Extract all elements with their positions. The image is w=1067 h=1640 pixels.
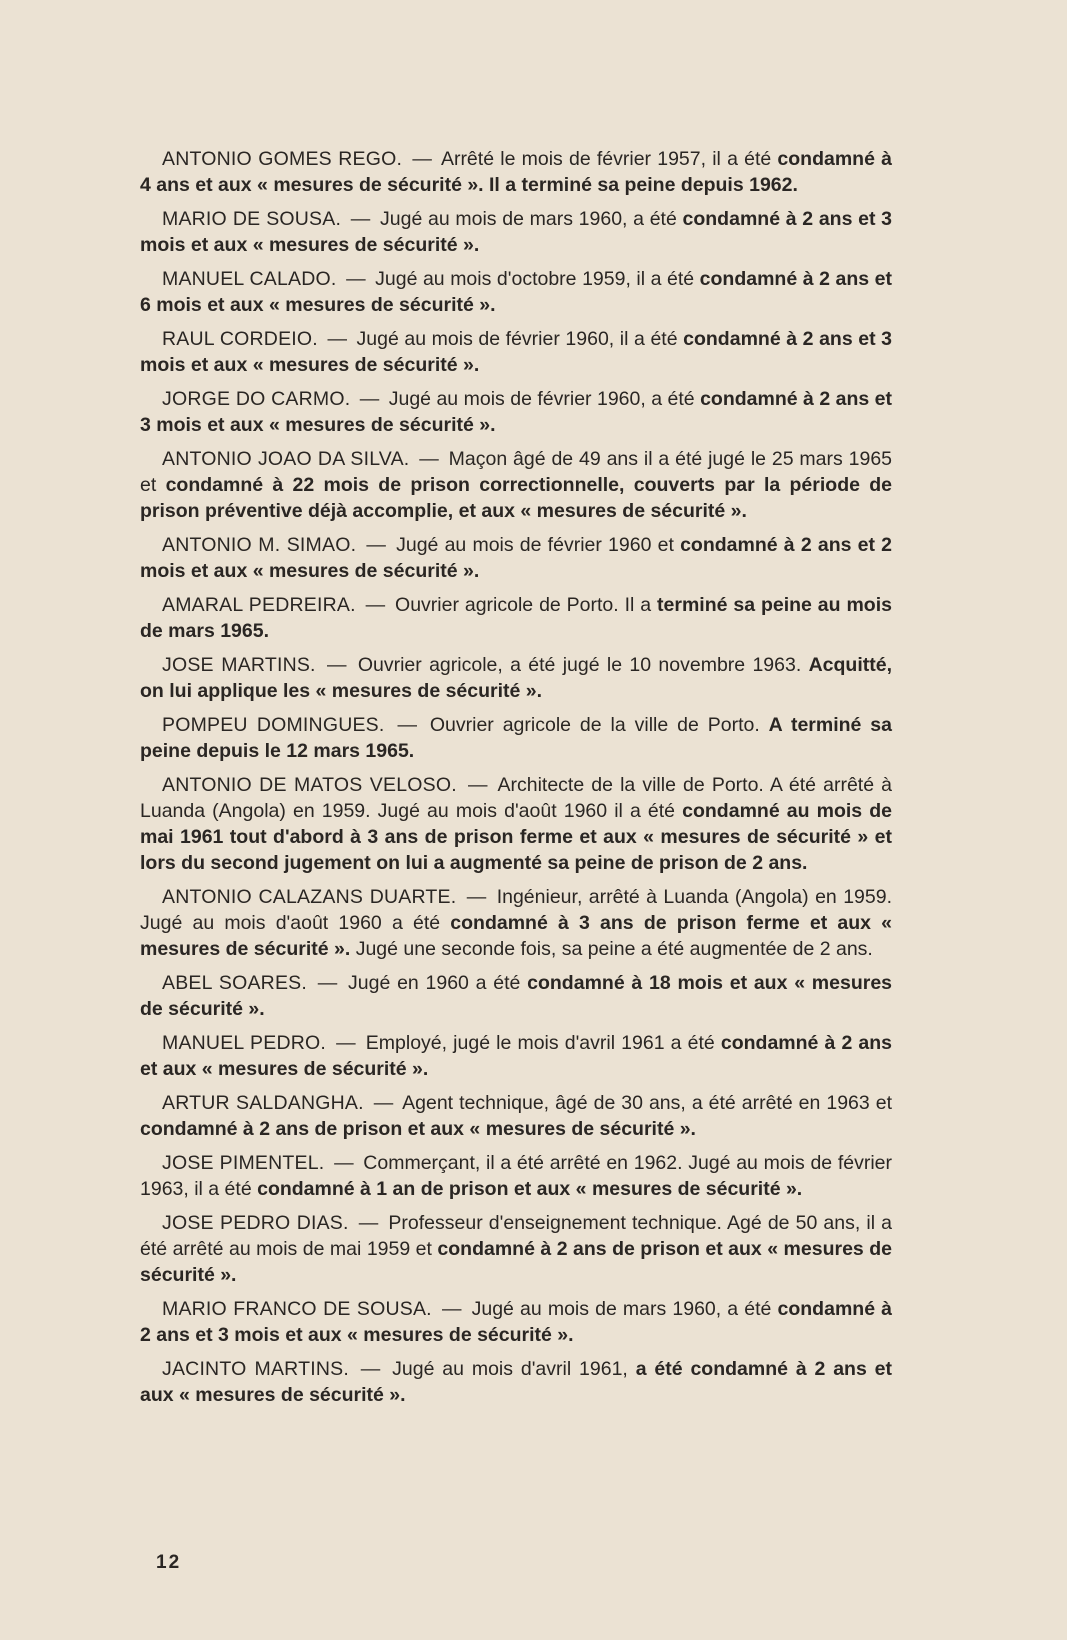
person-name: MARIO FRANCO DE SOUSA. xyxy=(162,1298,432,1320)
em-dash: — xyxy=(336,1032,356,1054)
entry-paragraph xyxy=(140,1296,892,1348)
sentence-text-bold: terminé sa peine au mois de mars 1965. xyxy=(140,594,892,642)
entry-paragraph xyxy=(140,1356,892,1408)
sentence-text-bold: condamné au mois de mai 1961 tout d'abord à 3 ans de prison ferme et aux « mesures de sécurité » et lors du second jugement on lui a augmenté sa peine de prison de 2 ans. xyxy=(140,800,892,874)
entry-paragraph xyxy=(140,206,892,258)
em-dash: — xyxy=(365,594,386,616)
entry-indent xyxy=(140,448,162,470)
entry-indent xyxy=(140,972,162,994)
person-name: ANTONIO GOMES REGO. xyxy=(162,148,403,170)
person-name: JOSE MARTINS. xyxy=(162,654,316,676)
entry-paragraph xyxy=(140,772,892,876)
person-name: ANTONIO CALAZANS DUARTE. xyxy=(162,886,457,908)
description-text: Commerçant, il a été arrêté en 1962. Jugé au mois de février 1963, il a été xyxy=(140,1152,893,1200)
description-text: Jugé au mois d'octobre 1959, il a été xyxy=(375,268,700,290)
sentence-text-bold: condamné à 18 mois et aux « mesures de sécurité ». xyxy=(140,972,893,1020)
entry-indent xyxy=(140,208,162,230)
description-text: Jugé au mois de mars 1960, a été xyxy=(471,1298,778,1320)
em-dash: — xyxy=(441,1298,462,1320)
entry-paragraph xyxy=(140,592,892,644)
em-dash: — xyxy=(366,534,386,556)
entry-indent xyxy=(140,1358,162,1380)
em-dash: — xyxy=(359,388,380,410)
description-text: Ouvrier agricole, a été jugé le 10 novembre 1963. xyxy=(357,654,809,676)
sentence-text-bold: a été condamné à 2 ans et aux « mesures de sécurité ». xyxy=(140,1358,893,1406)
person-name: ABEL SOARES. xyxy=(162,972,307,994)
entry-indent xyxy=(140,534,162,556)
entry-indent xyxy=(140,1092,162,1114)
description-text: Jugé au mois de février 1960 et xyxy=(396,534,681,556)
text-column xyxy=(140,146,892,1416)
sentence-text-bold: condamné à 4 ans et aux « mesures de sécurité ». Il a terminé sa peine depuis 1962. xyxy=(140,148,892,196)
sentence-text-bold: condamné à 2 ans et 3 mois et aux « mesures de sécurité ». xyxy=(140,1298,893,1346)
sentence-text-bold: condamné à 1 an de prison et aux « mesures de sécurité ». xyxy=(257,1178,803,1200)
person-name: JOSE PEDRO DIAS. xyxy=(162,1212,349,1234)
em-dash: — xyxy=(466,886,487,908)
description-text: Employé, jugé le mois d'avril 1961 a été xyxy=(365,1032,721,1054)
description-text: Ingénieur, arrêté à Luanda (Angola) en 1959. Jugé au mois d'août 1960 a été xyxy=(140,886,892,934)
person-name: JOSE PIMENTEL. xyxy=(162,1152,325,1174)
em-dash: — xyxy=(358,1212,379,1234)
description-text: Ouvrier agricole de Porto. Il a xyxy=(395,594,658,616)
description-text: Arrêté le mois de février 1957, il a été xyxy=(440,148,778,170)
description-text: Agent technique, âgé de 30 ans, a été arrêté en 1963 et xyxy=(402,1092,893,1114)
description-text: Maçon âgé de 49 ans il a été jugé le 25 mars 1965 et xyxy=(140,448,893,496)
em-dash: — xyxy=(350,208,371,230)
entry-paragraph xyxy=(140,386,892,438)
entry-indent xyxy=(140,388,162,410)
person-name: RAUL CORDEIO. xyxy=(162,328,318,350)
entry-indent xyxy=(140,268,162,290)
person-name: ANTONIO JOAO DA SILVA. xyxy=(162,448,410,470)
em-dash: — xyxy=(397,714,417,736)
description-text: Professeur d'enseignement technique. Agé de 50 ans, il a été arrêté au mois de mai 1959 et xyxy=(140,1212,893,1260)
description-text: Jugé une seconde fois, sa peine a été augmentée de 2 ans. xyxy=(350,938,873,960)
entry-paragraph xyxy=(140,532,892,584)
entry-indent xyxy=(140,1032,162,1054)
entry-paragraph xyxy=(140,1090,892,1142)
description-text: Jugé en 1960 a été xyxy=(348,972,528,994)
em-dash: — xyxy=(373,1092,394,1114)
entry-indent xyxy=(140,1298,162,1320)
entry-indent xyxy=(140,328,162,350)
person-name: JACINTO MARTINS. xyxy=(162,1358,349,1380)
description-text: Jugé au mois d'avril 1961, xyxy=(392,1358,636,1380)
entry-indent xyxy=(140,1152,162,1174)
entry-indent xyxy=(140,774,162,796)
sentence-text-bold: A terminé sa peine depuis le 12 mars 1965. xyxy=(140,714,892,762)
sentence-text-bold: condamné à 3 ans de prison ferme et aux « mesures de sécurité ». xyxy=(140,912,892,960)
em-dash: — xyxy=(317,972,338,994)
em-dash: — xyxy=(327,328,347,350)
person-name: MANUEL CALADO. xyxy=(162,268,337,290)
person-name: ANTONIO M. SIMAO. xyxy=(162,534,357,556)
entry-paragraph xyxy=(140,884,892,962)
sentence-text-bold: condamné à 2 ans et 3 mois et aux « mesures de sécurité ». xyxy=(140,328,892,376)
entry-paragraph xyxy=(140,712,892,764)
person-name: AMARAL PEDREIRA. xyxy=(162,594,356,616)
description-text: Jugé au mois de mars 1960, a été xyxy=(380,208,683,230)
entry-indent xyxy=(140,654,162,676)
person-name: ARTUR SALDANGHA. xyxy=(162,1092,364,1114)
person-name: POMPEU DOMINGUES. xyxy=(162,714,385,736)
person-name: MARIO DE SOUSA. xyxy=(162,208,342,230)
em-dash: — xyxy=(412,148,432,170)
entry-paragraph xyxy=(140,970,892,1022)
entry-paragraph xyxy=(140,146,892,198)
entry-paragraph xyxy=(140,266,892,318)
entry-paragraph xyxy=(140,1030,892,1082)
entry-paragraph xyxy=(140,1150,892,1202)
em-dash: — xyxy=(467,774,488,796)
description-text: Jugé au mois de février 1960, a été xyxy=(388,388,701,410)
description-text: Jugé au mois de février 1960, il a été xyxy=(356,328,684,350)
entry-paragraph xyxy=(140,652,892,704)
sentence-text-bold: condamné à 2 ans de prison et aux « mesures de sécurité ». xyxy=(140,1238,892,1286)
person-name: MANUEL PEDRO. xyxy=(162,1032,327,1054)
entry-paragraph xyxy=(140,326,892,378)
sentence-text-bold: condamné à 2 ans et 6 mois et aux « mesures de sécurité ». xyxy=(140,268,893,316)
entry-indent xyxy=(140,886,162,908)
person-name: ANTONIO DE MATOS VELOSO. xyxy=(162,774,457,796)
page-number: 12 xyxy=(156,1552,182,1573)
entry-indent xyxy=(140,1212,162,1234)
description-text: Architecte de la ville de Porto. A été arrêté à Luanda (Angola) en 1959. Jugé au mois d'août 1960 il a été xyxy=(140,774,892,822)
sentence-text-bold: condamné à 2 ans et 2 mois et aux « mesures de sécurité ». xyxy=(140,534,893,582)
entry-paragraph xyxy=(140,446,892,524)
person-name: JORGE DO CARMO. xyxy=(162,388,351,410)
entry-indent xyxy=(140,594,162,616)
description-text: Ouvrier agricole de la ville de Porto. xyxy=(429,714,769,736)
entry-indent xyxy=(140,148,162,170)
em-dash: — xyxy=(327,654,347,676)
sentence-text-bold: condamné à 22 mois de prison correctionnelle, couverts par la période de prison préventive déjà accomplie, et aux « mesures de sécurité ». xyxy=(140,474,892,522)
em-dash: — xyxy=(346,268,366,290)
em-dash: — xyxy=(334,1152,354,1174)
entry-paragraph xyxy=(140,1210,892,1288)
sentence-text-bold: condamné à 2 ans de prison et aux « mesures de sécurité ». xyxy=(140,1118,696,1140)
em-dash: — xyxy=(419,448,439,470)
sentence-text-bold: condamné à 2 ans et 3 mois et aux « mesures de sécurité ». xyxy=(140,388,893,436)
em-dash: — xyxy=(360,1358,381,1380)
sentence-text-bold: Acquitté, on lui applique les « mesures de sécurité ». xyxy=(140,654,892,702)
entry-indent xyxy=(140,714,162,736)
sentence-text-bold: condamné à 2 ans et aux « mesures de sécurité ». xyxy=(140,1032,893,1080)
sentence-text-bold: condamné à 2 ans et 3 mois et aux « mesures de sécurité ». xyxy=(140,208,892,256)
